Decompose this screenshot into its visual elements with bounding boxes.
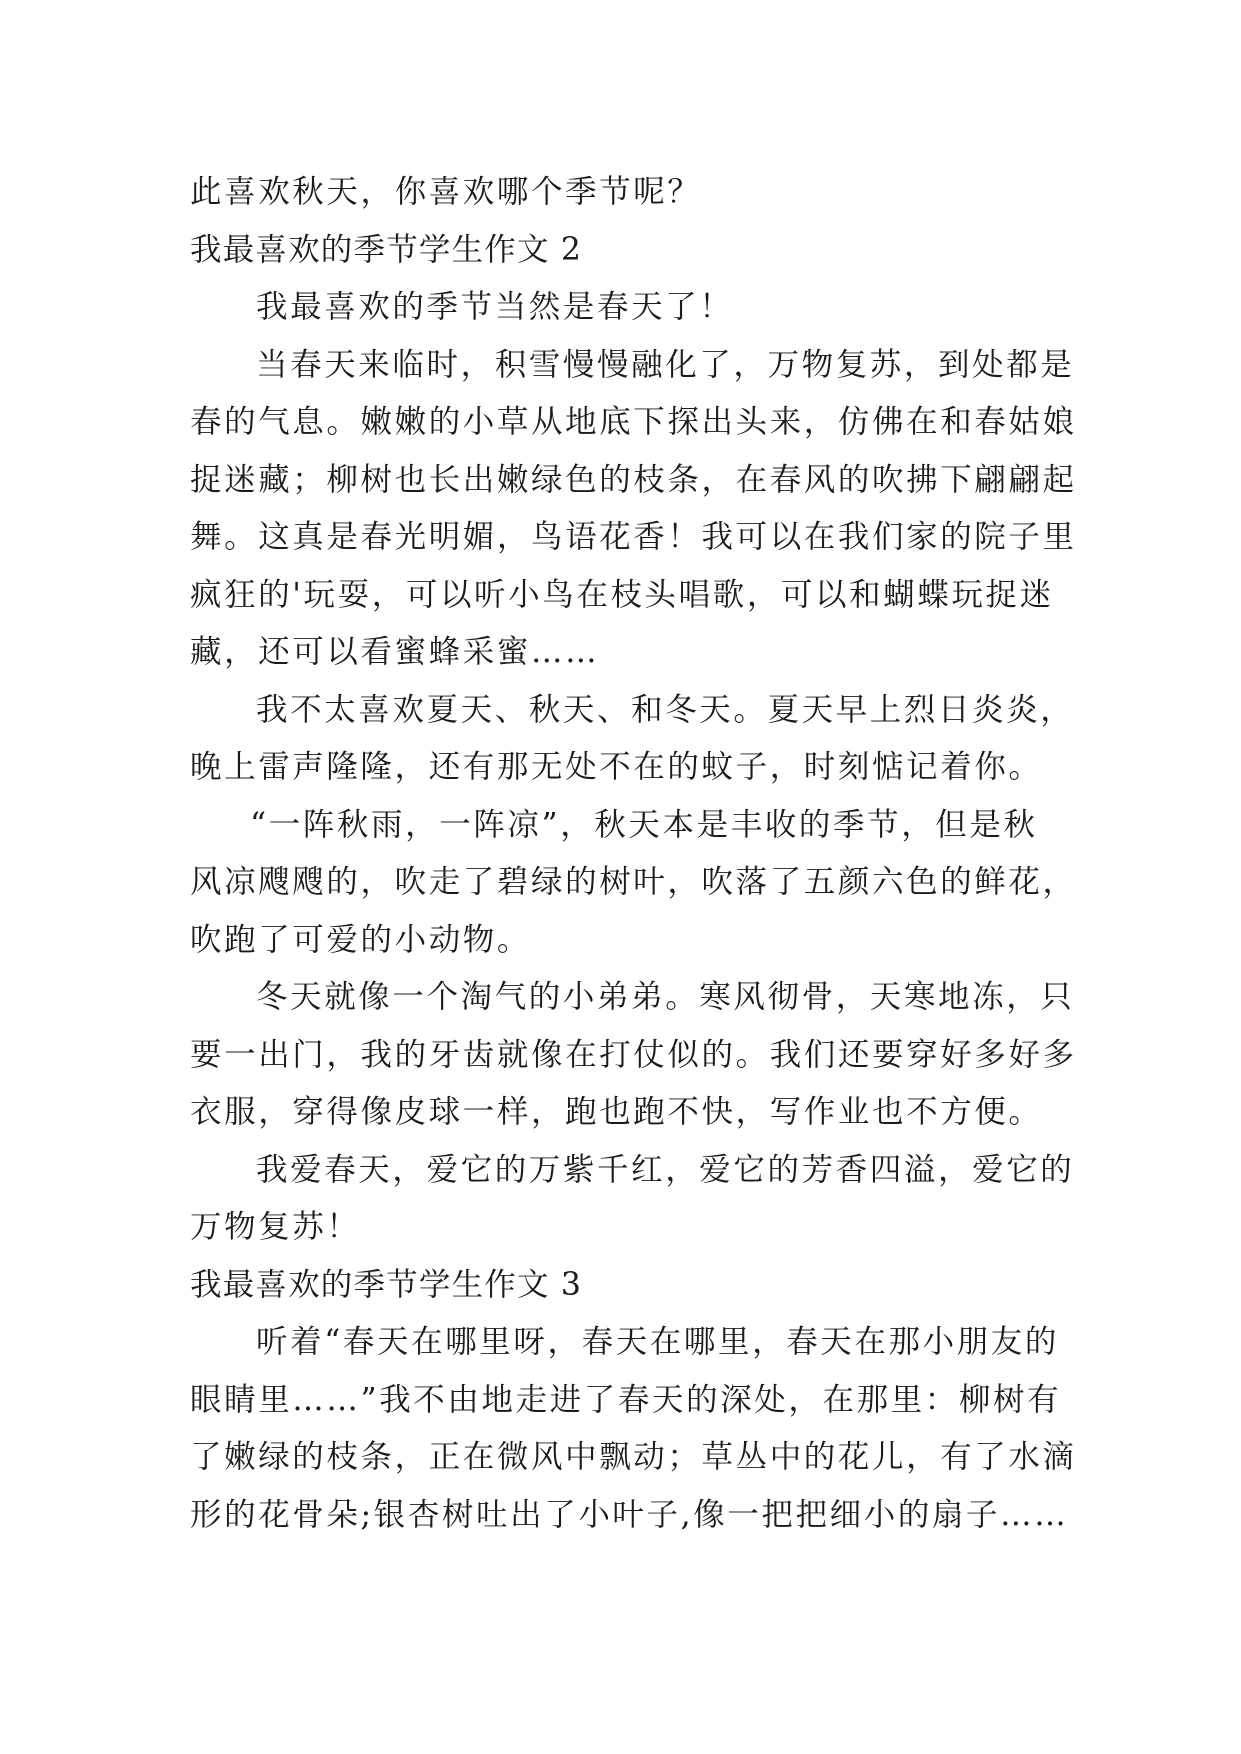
paragraph-line: 冬天就像一个淘气的小弟弟。寒风彻骨，天寒地冻，只 xyxy=(256,979,1075,1015)
text-line: 形的花骨朵;银杏树吐出了小叶子,像一把把细小的扇子…… xyxy=(190,1496,1069,1533)
essay-text xyxy=(190,164,1077,1544)
text-line: 万物复苏！ xyxy=(190,1209,361,1245)
paragraph-line: 我最喜欢的季节当然是春天了！ xyxy=(256,289,734,325)
text-line: 疯狂的'玩耍，可以听小鸟在枝头唱歌，可以和蝴蝶玩捉迷 xyxy=(190,576,1054,613)
text-line: 此喜欢秋天，你喜欢哪个季节呢？ xyxy=(190,174,702,210)
text-line: 藏，还可以看蜜蜂采蜜…… xyxy=(190,634,600,670)
text-line: 衣服，穿得像皮球一样，跑也跑不快，写作业也不方便。 xyxy=(190,1094,1043,1130)
essay-heading-3: 我最喜欢的季节学生作文 3 xyxy=(190,1266,583,1303)
text-line: 吹跑了可爱的小动物。 xyxy=(190,921,532,958)
text-line: 了嫩绿的枝条，正在微风中飘动；草丛中的花儿，有了水滴 xyxy=(190,1439,1077,1475)
essay-heading-2: 我最喜欢的季节学生作文 2 xyxy=(190,231,583,268)
paragraph-line: 听着“春天在哪里呀，春天在哪里，春天在那小朋友的 xyxy=(256,1324,1060,1360)
text-line: 眼睛里……”我不由地走进了春天的深处，在那里：柳树有 xyxy=(190,1381,1062,1418)
paragraph-line: “一阵秋雨，一阵凉”，秋天本是丰收的季节，但是秋 xyxy=(250,806,1038,843)
paragraph-line: 我不太喜欢夏天、秋天、和冬天。夏天早上烈日炎炎， xyxy=(256,691,1075,728)
text-line: 晚上雷声隆隆，还有那无处不在的蚊子，时刻惦记着你。 xyxy=(190,749,1043,785)
paragraph-line: 当春天来临时，积雪慢慢融化了，万物复苏，到处都是 xyxy=(256,346,1075,383)
text-line: 春的气息。嫩嫩的小草从地底下探出头来，仿佛在和春姑娘 xyxy=(190,404,1077,440)
text-line: 舞。这真是春光明媚，鸟语花香！我可以在我们家的院子里 xyxy=(190,519,1077,555)
paragraph-line: 我爱春天，爱它的万紫千红，爱它的芳香四溢，爱它的 xyxy=(256,1151,1075,1188)
text-line: 捉迷藏；柳树也长出嫩绿色的枝条，在春风的吹拂下翩翩起 xyxy=(190,461,1077,498)
text-line: 要一出门，我的牙齿就像在打仗似的。我们还要穿好多好多 xyxy=(190,1036,1077,1073)
text-line: 风凉飕飕的，吹走了碧绿的树叶，吹落了五颜六色的鲜花， xyxy=(190,864,1077,900)
